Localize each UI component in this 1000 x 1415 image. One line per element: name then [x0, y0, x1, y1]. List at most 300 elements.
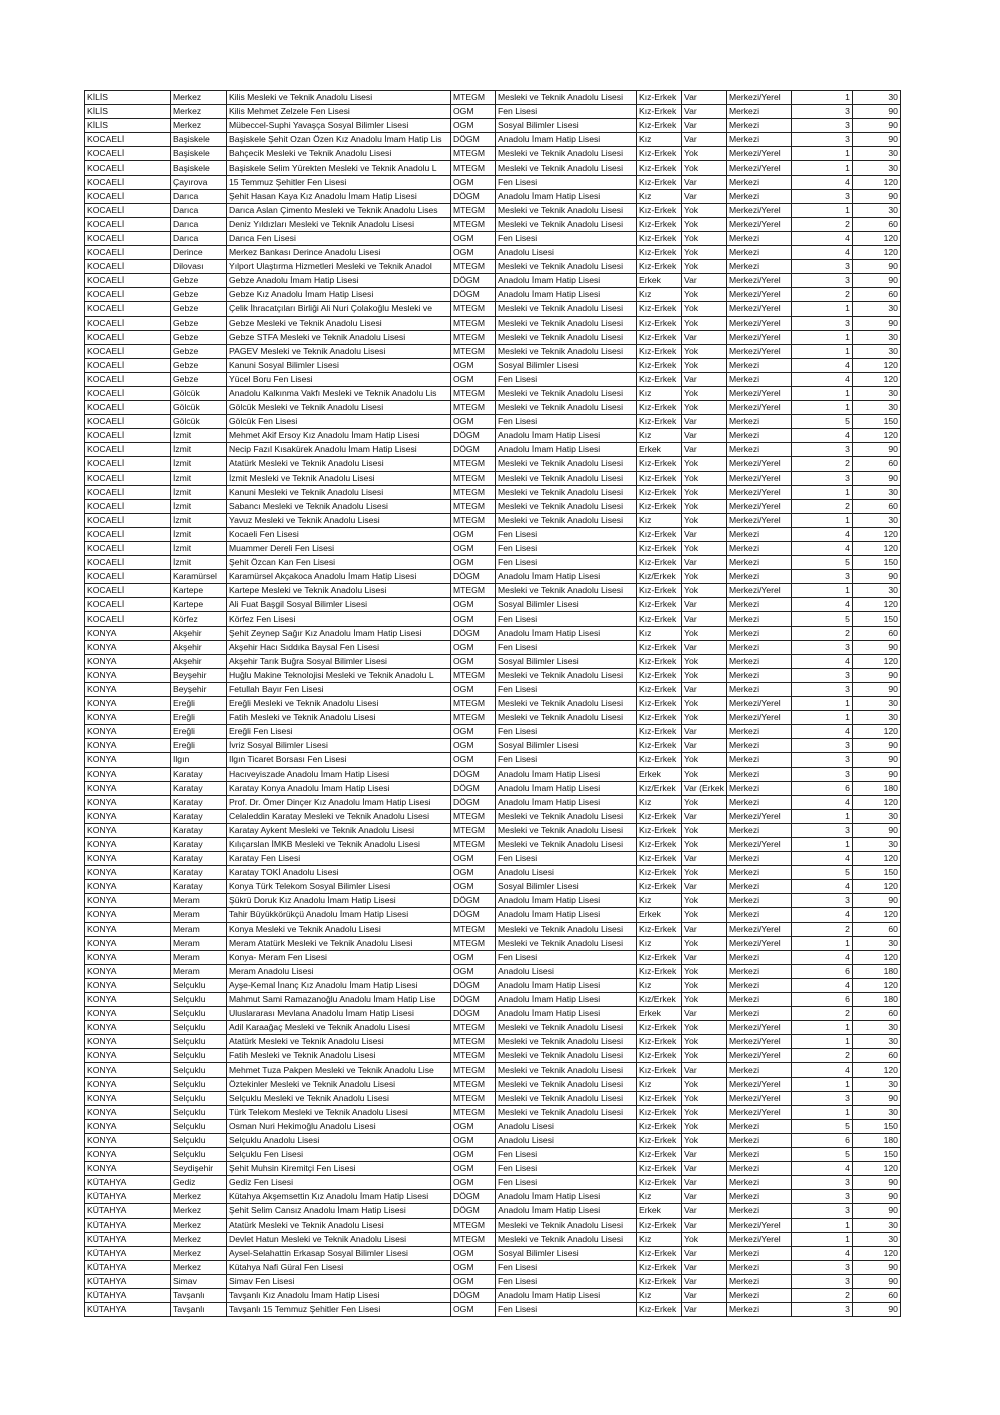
- dormitory-cell: Var: [682, 598, 727, 612]
- table-row: [85, 527, 901, 541]
- school-name-cell: Kılıçarslan İMKB Mesleki ve Teknik Anadolu Lisesi: [227, 837, 451, 851]
- directorate-cell: MTEGM: [451, 471, 496, 485]
- province-cell: KONYA: [85, 725, 171, 739]
- directorate-cell: MTEGM: [451, 316, 496, 330]
- directorate-cell: OGM: [451, 1274, 496, 1288]
- district-cell: Selçuklu: [171, 1063, 227, 1077]
- dormitory-cell: Var: [682, 429, 727, 443]
- school-type-cell: Anadolu Lisesi: [496, 246, 637, 260]
- province-cell: KOCAELİ: [85, 344, 171, 358]
- quota-cell: 30: [852, 203, 900, 217]
- directorate-cell: DÖGM: [451, 1190, 496, 1204]
- placement-cell: Merkezi: [726, 175, 791, 189]
- placement-cell: Merkezi: [726, 189, 791, 203]
- directorate-cell: MTEGM: [451, 147, 496, 161]
- placement-cell: Merkezi/Yerel: [726, 1077, 791, 1091]
- school-name-cell: Gebze Mesleki ve Teknik Anadolu Lisesi: [227, 316, 451, 330]
- gender-cell: Kız-Erkek: [637, 246, 682, 260]
- school-name-cell: Yavuz Mesleki ve Teknik Anadolu Lisesi: [227, 513, 451, 527]
- directorate-cell: MTEGM: [451, 513, 496, 527]
- gender-cell: Kız-Erkek: [637, 612, 682, 626]
- province-cell: KONYA: [85, 711, 171, 725]
- district-cell: Kartepe: [171, 584, 227, 598]
- placement-cell: Merkezi/Yerel: [726, 147, 791, 161]
- district-cell: Tavşanlı: [171, 1288, 227, 1302]
- placement-cell: Merkezi: [726, 668, 791, 682]
- gender-cell: Kız-Erkek: [637, 415, 682, 429]
- class-count-cell: 3: [791, 1176, 852, 1190]
- gender-cell: Kız-Erkek: [637, 697, 682, 711]
- table-row: [85, 1218, 901, 1232]
- school-type-cell: Anadolu İmam Hatip Lisesi: [496, 274, 637, 288]
- directorate-cell: DÖGM: [451, 781, 496, 795]
- table-row: [85, 119, 901, 133]
- placement-cell: Merkezi: [726, 725, 791, 739]
- district-cell: Kartepe: [171, 598, 227, 612]
- school-name-cell: Kartepe Mesleki ve Teknik Anadolu Lisesi: [227, 584, 451, 598]
- quota-cell: 90: [852, 119, 900, 133]
- district-cell: Meram: [171, 950, 227, 964]
- gender-cell: Kız-Erkek: [637, 823, 682, 837]
- placement-cell: Merkezi/Yerel: [726, 1021, 791, 1035]
- province-cell: KONYA: [85, 1049, 171, 1063]
- gender-cell: Kız-Erkek: [637, 175, 682, 189]
- school-name-cell: Celaleddin Karatay Mesleki ve Teknik Anadolu Lisesi: [227, 809, 451, 823]
- placement-cell: Merkezi: [726, 1260, 791, 1274]
- school-name-cell: Simav Fen Lisesi: [227, 1274, 451, 1288]
- district-cell: Karatay: [171, 809, 227, 823]
- school-type-cell: Fen Lisesi: [496, 1176, 637, 1190]
- gender-cell: Kız: [637, 1232, 682, 1246]
- gender-cell: Kız-Erkek: [637, 527, 682, 541]
- school-name-cell: Aysel-Selahattin Erkasap Sosyal Bilimler Lisesi: [227, 1246, 451, 1260]
- gender-cell: Kız-Erkek: [637, 119, 682, 133]
- school-name-cell: Gediz Fen Lisesi: [227, 1176, 451, 1190]
- province-cell: KOCAELİ: [85, 175, 171, 189]
- directorate-cell: MTEGM: [451, 697, 496, 711]
- class-count-cell: 1: [791, 584, 852, 598]
- gender-cell: Kız-Erkek: [637, 837, 682, 851]
- gender-cell: Kız/Erkek: [637, 570, 682, 584]
- directorate-cell: DÖGM: [451, 978, 496, 992]
- directorate-cell: OGM: [451, 1119, 496, 1133]
- directorate-cell: OGM: [451, 231, 496, 245]
- school-name-cell: Türk Telekom Mesleki ve Teknik Anadolu Lisesi: [227, 1105, 451, 1119]
- directorate-cell: OGM: [451, 105, 496, 119]
- quota-cell: 180: [852, 964, 900, 978]
- province-cell: KOCAELİ: [85, 372, 171, 386]
- school-name-cell: Atatürk Mesleki ve Teknik Anadolu Lisesi: [227, 1218, 451, 1232]
- school-type-cell: Sosyal Bilimler Lisesi: [496, 119, 637, 133]
- gender-cell: Kız: [637, 1190, 682, 1204]
- table-row: [85, 302, 901, 316]
- placement-cell: Merkezi/Yerel: [726, 485, 791, 499]
- province-cell: KOCAELİ: [85, 570, 171, 584]
- province-cell: KOCAELİ: [85, 485, 171, 499]
- class-count-cell: 3: [791, 1204, 852, 1218]
- quota-cell: 180: [852, 781, 900, 795]
- gender-cell: Kız-Erkek: [637, 950, 682, 964]
- school-type-cell: Anadolu Lisesi: [496, 1133, 637, 1147]
- placement-cell: Merkezi: [726, 1119, 791, 1133]
- directorate-cell: DÖGM: [451, 908, 496, 922]
- directorate-cell: MTEGM: [451, 1232, 496, 1246]
- dormitory-cell: Var: [682, 852, 727, 866]
- district-cell: Dilovası: [171, 260, 227, 274]
- table-row: [85, 781, 901, 795]
- quota-cell: 90: [852, 668, 900, 682]
- directorate-cell: MTEGM: [451, 1063, 496, 1077]
- placement-cell: Merkezi: [726, 119, 791, 133]
- province-cell: KONYA: [85, 1119, 171, 1133]
- table-row: [85, 485, 901, 499]
- dormitory-cell: Var: [682, 640, 727, 654]
- dormitory-cell: Yok: [682, 1077, 727, 1091]
- directorate-cell: OGM: [451, 1176, 496, 1190]
- dormitory-cell: Var: [682, 415, 727, 429]
- school-name-cell: Ereğli Fen Lisesi: [227, 725, 451, 739]
- directorate-cell: OGM: [451, 598, 496, 612]
- class-count-cell: 2: [791, 1049, 852, 1063]
- placement-cell: Merkezi: [726, 556, 791, 570]
- placement-cell: Merkezi: [726, 246, 791, 260]
- class-count-cell: 3: [791, 739, 852, 753]
- district-cell: Tavşanlı: [171, 1303, 227, 1317]
- placement-cell: Merkezi/Yerel: [726, 837, 791, 851]
- placement-cell: Merkezi: [726, 950, 791, 964]
- dormitory-cell: Var: [682, 1176, 727, 1190]
- province-cell: KOCAELİ: [85, 161, 171, 175]
- table-row: [85, 147, 901, 161]
- dormitory-cell: Yok: [682, 499, 727, 513]
- class-count-cell: 3: [791, 119, 852, 133]
- school-name-cell: Öztekinler Mesleki ve Teknik Anadolu Lisesi: [227, 1077, 451, 1091]
- district-cell: Gebze: [171, 316, 227, 330]
- quota-cell: 90: [852, 133, 900, 147]
- directorate-cell: MTEGM: [451, 457, 496, 471]
- district-cell: İzmit: [171, 527, 227, 541]
- school-name-cell: Osman Nuri Hekimoğlu Anadolu Lisesi: [227, 1119, 451, 1133]
- table-row: [85, 1049, 901, 1063]
- gender-cell: Kız/Erkek: [637, 993, 682, 1007]
- table-row: [85, 1021, 901, 1035]
- school-type-cell: Anadolu İmam Hatip Lisesi: [496, 1190, 637, 1204]
- quota-cell: 90: [852, 1303, 900, 1317]
- quota-cell: 30: [852, 147, 900, 161]
- dormitory-cell: Yok: [682, 908, 727, 922]
- placement-cell: Merkezi: [726, 654, 791, 668]
- dormitory-cell: Yok: [682, 993, 727, 1007]
- school-type-cell: Mesleki ve Teknik Anadolu Lisesi: [496, 302, 637, 316]
- gender-cell: Kız-Erkek: [637, 401, 682, 415]
- placement-cell: Merkezi: [726, 1148, 791, 1162]
- table-row: [85, 682, 901, 696]
- table-row: [85, 105, 901, 119]
- gender-cell: Kız-Erkek: [637, 682, 682, 696]
- district-cell: Ereğli: [171, 725, 227, 739]
- quota-cell: 30: [852, 936, 900, 950]
- province-cell: KOCAELİ: [85, 527, 171, 541]
- class-count-cell: 4: [791, 527, 852, 541]
- table-row: [85, 91, 901, 105]
- placement-cell: Merkezi: [726, 964, 791, 978]
- table-row: [85, 837, 901, 851]
- district-cell: Simav: [171, 1274, 227, 1288]
- quota-cell: 120: [852, 1246, 900, 1260]
- school-type-cell: Anadolu İmam Hatip Lisesi: [496, 133, 637, 147]
- table-row: [85, 1091, 901, 1105]
- school-name-cell: Yılport Ulaştırma Hizmetleri Mesleki ve Teknik Anadol: [227, 260, 451, 274]
- class-count-cell: 3: [791, 1190, 852, 1204]
- school-type-cell: Anadolu İmam Hatip Lisesi: [496, 908, 637, 922]
- placement-cell: Merkezi: [726, 570, 791, 584]
- table-row: [85, 950, 901, 964]
- table-row: [85, 386, 901, 400]
- school-type-cell: Anadolu İmam Hatip Lisesi: [496, 767, 637, 781]
- table-row: [85, 612, 901, 626]
- district-cell: Merkez: [171, 119, 227, 133]
- school-type-cell: Mesleki ve Teknik Anadolu Lisesi: [496, 485, 637, 499]
- school-type-cell: Mesleki ve Teknik Anadolu Lisesi: [496, 809, 637, 823]
- placement-cell: Merkezi: [726, 993, 791, 1007]
- placement-cell: Merkezi/Yerel: [726, 499, 791, 513]
- placement-cell: Merkezi/Yerel: [726, 1091, 791, 1105]
- province-cell: KİLİS: [85, 105, 171, 119]
- school-type-cell: Fen Lisesi: [496, 852, 637, 866]
- district-cell: İzmit: [171, 443, 227, 457]
- school-name-cell: Konya- Meram Fen Lisesi: [227, 950, 451, 964]
- class-count-cell: 2: [791, 457, 852, 471]
- directorate-cell: DÖGM: [451, 1007, 496, 1021]
- quota-cell: 60: [852, 217, 900, 231]
- quota-cell: 30: [852, 485, 900, 499]
- table-body: [85, 91, 901, 1317]
- class-count-cell: 1: [791, 401, 852, 415]
- quota-cell: 30: [852, 697, 900, 711]
- directorate-cell: MTEGM: [451, 330, 496, 344]
- gender-cell: Kız-Erkek: [637, 260, 682, 274]
- dormitory-cell: Yok: [682, 767, 727, 781]
- province-cell: KOCAELİ: [85, 401, 171, 415]
- placement-cell: Merkezi/Yerel: [726, 344, 791, 358]
- school-type-cell: Anadolu İmam Hatip Lisesi: [496, 189, 637, 203]
- school-type-cell: Anadolu İmam Hatip Lisesi: [496, 781, 637, 795]
- class-count-cell: 1: [791, 711, 852, 725]
- class-count-cell: 5: [791, 556, 852, 570]
- school-name-cell: Meram Anadolu Lisesi: [227, 964, 451, 978]
- district-cell: Selçuklu: [171, 1077, 227, 1091]
- gender-cell: Kız-Erkek: [637, 1119, 682, 1133]
- quota-cell: 90: [852, 767, 900, 781]
- gender-cell: Kız-Erkek: [637, 668, 682, 682]
- directorate-cell: MTEGM: [451, 344, 496, 358]
- placement-cell: Merkezi: [726, 880, 791, 894]
- quota-cell: 90: [852, 105, 900, 119]
- province-cell: KOCAELİ: [85, 203, 171, 217]
- directorate-cell: OGM: [451, 372, 496, 386]
- placement-cell: Merkezi: [726, 1176, 791, 1190]
- school-name-cell: Selçuklu Fen Lisesi: [227, 1148, 451, 1162]
- directorate-cell: OGM: [451, 1303, 496, 1317]
- quota-cell: 60: [852, 1288, 900, 1302]
- class-count-cell: 3: [791, 471, 852, 485]
- table-row: [85, 471, 901, 485]
- class-count-cell: 3: [791, 443, 852, 457]
- dormitory-cell: Var: [682, 443, 727, 457]
- table-row: [85, 1204, 901, 1218]
- dormitory-cell: Var: [682, 880, 727, 894]
- quota-cell: 90: [852, 894, 900, 908]
- school-type-cell: Fen Lisesi: [496, 753, 637, 767]
- district-cell: Akşehir: [171, 626, 227, 640]
- district-cell: Gebze: [171, 288, 227, 302]
- placement-cell: Merkezi/Yerel: [726, 288, 791, 302]
- province-cell: KOCAELİ: [85, 542, 171, 556]
- gender-cell: Kız-Erkek: [637, 91, 682, 105]
- school-name-cell: Karatay Aykent Mesleki ve Teknik Anadolu Lisesi: [227, 823, 451, 837]
- table-row: [85, 1007, 901, 1021]
- class-count-cell: 1: [791, 936, 852, 950]
- district-cell: Darıca: [171, 217, 227, 231]
- table-row: [85, 372, 901, 386]
- placement-cell: Merkezi: [726, 612, 791, 626]
- school-name-cell: Anadolu Kalkınma Vakfı Mesleki ve Teknik Anadolu Lis: [227, 386, 451, 400]
- school-name-cell: Selçuklu Anadolu Lisesi: [227, 1133, 451, 1147]
- quota-cell: 30: [852, 513, 900, 527]
- directorate-cell: OGM: [451, 654, 496, 668]
- district-cell: Selçuklu: [171, 1049, 227, 1063]
- directorate-cell: MTEGM: [451, 203, 496, 217]
- district-cell: Gebze: [171, 302, 227, 316]
- dormitory-cell: Yok: [682, 288, 727, 302]
- class-count-cell: 1: [791, 91, 852, 105]
- quota-cell: 90: [852, 443, 900, 457]
- dormitory-cell: Yok: [682, 668, 727, 682]
- table-row: [85, 894, 901, 908]
- directorate-cell: OGM: [451, 358, 496, 372]
- directorate-cell: MTEGM: [451, 809, 496, 823]
- gender-cell: Kız-Erkek: [637, 852, 682, 866]
- class-count-cell: 3: [791, 668, 852, 682]
- table-row: [85, 922, 901, 936]
- class-count-cell: 3: [791, 1274, 852, 1288]
- province-cell: KÜTAHYA: [85, 1204, 171, 1218]
- quota-cell: 120: [852, 725, 900, 739]
- quota-cell: 30: [852, 161, 900, 175]
- dormitory-cell: Var: [682, 809, 727, 823]
- gender-cell: Kız-Erkek: [637, 105, 682, 119]
- school-name-cell: Adil Karaağaç Mesleki ve Teknik Anadolu Lisesi: [227, 1021, 451, 1035]
- school-name-cell: Kütahya Nafi Güral Fen Lisesi: [227, 1260, 451, 1274]
- quota-cell: 30: [852, 584, 900, 598]
- school-name-cell: Mehmet Tuza Pakpen Mesleki ve Teknik Anadolu Lise: [227, 1063, 451, 1077]
- school-type-cell: Mesleki ve Teknik Anadolu Lisesi: [496, 697, 637, 711]
- table-row: [85, 1119, 901, 1133]
- province-cell: KONYA: [85, 936, 171, 950]
- placement-cell: Merkezi: [726, 682, 791, 696]
- directorate-cell: DÖGM: [451, 767, 496, 781]
- quota-cell: 120: [852, 246, 900, 260]
- school-name-cell: Başiskele Şehit Ozan Özen Kız Anadolu İmam Hatip Lis: [227, 133, 451, 147]
- gender-cell: Kız: [637, 894, 682, 908]
- dormitory-cell: Var: [682, 556, 727, 570]
- directorate-cell: OGM: [451, 640, 496, 654]
- gender-cell: Kız-Erkek: [637, 203, 682, 217]
- class-count-cell: 1: [791, 203, 852, 217]
- school-type-cell: Mesleki ve Teknik Anadolu Lisesi: [496, 936, 637, 950]
- directorate-cell: MTEGM: [451, 260, 496, 274]
- province-cell: KİLİS: [85, 91, 171, 105]
- directorate-cell: MTEGM: [451, 217, 496, 231]
- school-name-cell: Şükrü Doruk Kız Anadolu İmam Hatip Lisesi: [227, 894, 451, 908]
- class-count-cell: 4: [791, 1162, 852, 1176]
- table-row: [85, 1303, 901, 1317]
- quota-cell: 60: [852, 1007, 900, 1021]
- school-name-cell: Çelik İhracatçıları Birliği Ali Nuri Çolakoğlu Mesleki ve: [227, 302, 451, 316]
- directorate-cell: OGM: [451, 527, 496, 541]
- class-count-cell: 4: [791, 880, 852, 894]
- school-type-cell: Mesleki ve Teknik Anadolu Lisesi: [496, 1077, 637, 1091]
- school-type-cell: Anadolu İmam Hatip Lisesi: [496, 795, 637, 809]
- gender-cell: Kız-Erkek: [637, 330, 682, 344]
- province-cell: KONYA: [85, 1077, 171, 1091]
- directorate-cell: OGM: [451, 852, 496, 866]
- class-count-cell: 1: [791, 1218, 852, 1232]
- placement-cell: Merkezi: [726, 1246, 791, 1260]
- school-type-cell: Anadolu İmam Hatip Lisesi: [496, 443, 637, 457]
- school-type-cell: Mesleki ve Teknik Anadolu Lisesi: [496, 1105, 637, 1119]
- dormitory-cell: Var: [682, 175, 727, 189]
- directorate-cell: DÖGM: [451, 626, 496, 640]
- school-name-cell: Şehit Muhsin Kiremitçi Fen Lisesi: [227, 1162, 451, 1176]
- school-type-cell: Anadolu İmam Hatip Lisesi: [496, 1204, 637, 1218]
- quota-cell: 90: [852, 682, 900, 696]
- directorate-cell: DÖGM: [451, 894, 496, 908]
- school-type-cell: Fen Lisesi: [496, 1303, 637, 1317]
- school-name-cell: Devlet Hatun Mesleki ve Teknik Anadolu Lisesi: [227, 1232, 451, 1246]
- class-count-cell: 4: [791, 542, 852, 556]
- placement-cell: Merkezi/Yerel: [726, 584, 791, 598]
- school-name-cell: Mübeccel-Suphi Yavaşça Sosyal Bilimler Lisesi: [227, 119, 451, 133]
- province-cell: KÜTAHYA: [85, 1288, 171, 1302]
- province-cell: KONYA: [85, 964, 171, 978]
- class-count-cell: 1: [791, 513, 852, 527]
- gender-cell: Kız-Erkek: [637, 654, 682, 668]
- directorate-cell: OGM: [451, 964, 496, 978]
- directorate-cell: OGM: [451, 246, 496, 260]
- district-cell: Merkez: [171, 1218, 227, 1232]
- district-cell: Karatay: [171, 866, 227, 880]
- district-cell: İzmit: [171, 457, 227, 471]
- school-type-cell: Mesleki ve Teknik Anadolu Lisesi: [496, 837, 637, 851]
- dormitory-cell: Var: [682, 1007, 727, 1021]
- class-count-cell: 1: [791, 1077, 852, 1091]
- class-count-cell: 3: [791, 570, 852, 584]
- gender-cell: Kız-Erkek: [637, 866, 682, 880]
- table-row: [85, 358, 901, 372]
- school-name-cell: Gölcük Fen Lisesi: [227, 415, 451, 429]
- placement-cell: Merkezi: [726, 1063, 791, 1077]
- placement-cell: Merkezi: [726, 781, 791, 795]
- class-count-cell: 2: [791, 1288, 852, 1302]
- directorate-cell: MTEGM: [451, 837, 496, 851]
- quota-cell: 90: [852, 1091, 900, 1105]
- quota-cell: 30: [852, 386, 900, 400]
- gender-cell: Erkek: [637, 1007, 682, 1021]
- school-name-cell: Yücel Boru Fen Lisesi: [227, 372, 451, 386]
- gender-cell: Kız: [637, 1077, 682, 1091]
- school-type-cell: Mesleki ve Teknik Anadolu Lisesi: [496, 386, 637, 400]
